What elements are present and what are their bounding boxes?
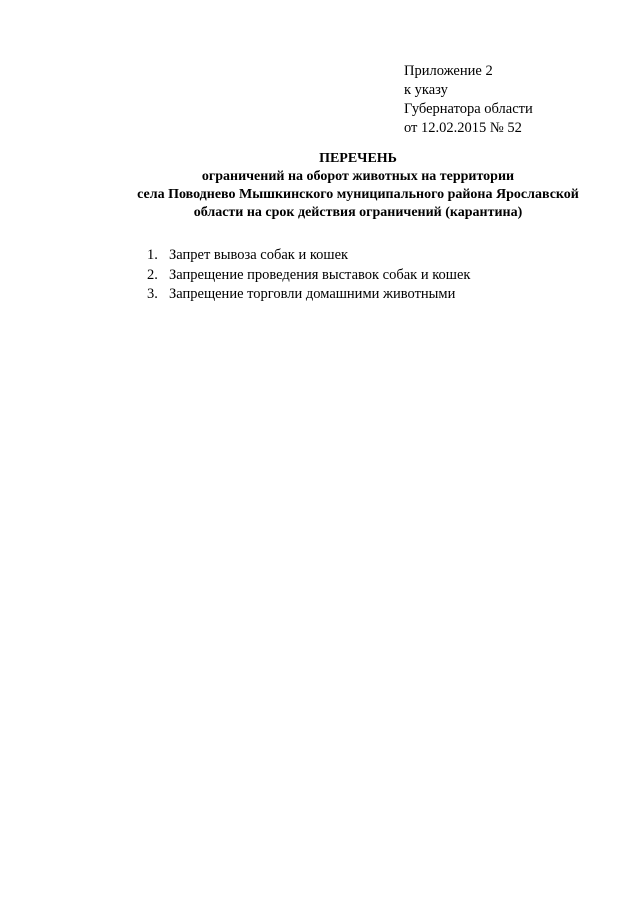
list-item	[147, 246, 470, 266]
document-subtitle-line: села Поводнево Мышкинского муниципального района Ярославской	[137, 187, 579, 202]
appendix-line: Приложение 2	[404, 63, 493, 79]
document-subtitle-line: области на срок действия ограничений (карантина)	[193, 205, 523, 220]
document-heading	[0, 150, 640, 222]
appendix-line: к указу	[404, 82, 448, 98]
list-item-number: 2.	[147, 266, 158, 283]
restrictions-list	[147, 246, 470, 305]
document-subtitle-line: ограничений на оборот животных на территории	[201, 169, 515, 184]
list-item-text: Запрет вывоза собак и кошек	[169, 247, 349, 263]
list-item	[147, 285, 470, 305]
appendix-reference	[404, 62, 533, 138]
list-item	[147, 266, 470, 286]
document-title: ПЕРЕЧЕНЬ	[319, 151, 397, 166]
list-item-number: 1.	[147, 247, 158, 263]
list-item-text: Запрещение проведения выставок собак и кошек	[169, 266, 471, 283]
appendix-line: Губернатора области	[404, 101, 533, 117]
list-item-text: Запрещение торговли домашними животными	[169, 286, 456, 302]
list-item-number: 3.	[147, 286, 158, 302]
appendix-line: от 12.02.2015 № 52	[404, 120, 522, 136]
